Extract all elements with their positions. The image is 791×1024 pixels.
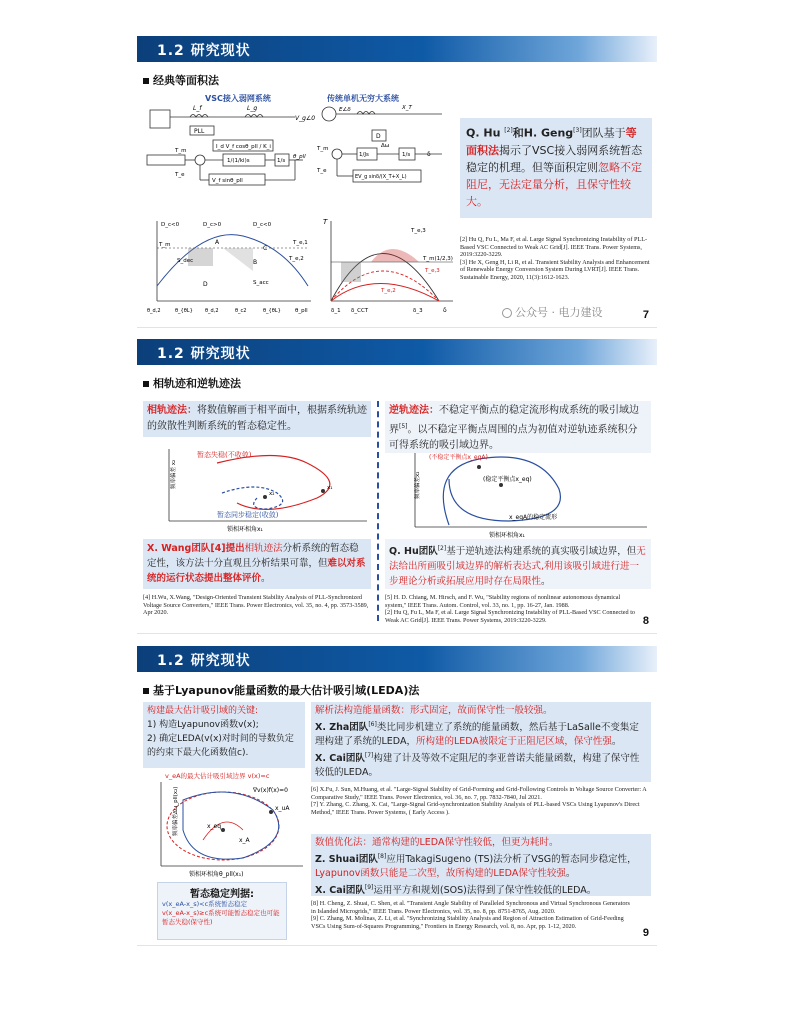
dc-lt0-a: D_c<0 (161, 222, 180, 228)
phase-trajectory-box (143, 401, 371, 437)
tm1-label: T_m(1/2,3) (423, 256, 453, 262)
hu-ref-sup: [2] (437, 545, 447, 552)
watermark (502, 304, 603, 320)
smib-area-plot (321, 216, 457, 316)
inertia-label: 1/Js (359, 152, 369, 158)
wang-end: 。 (261, 573, 271, 584)
watermark-text: 公众号 · 电力建设 (515, 306, 603, 319)
t-axis-label: T (323, 218, 328, 226)
wang-box (143, 539, 371, 589)
criterion-stable: v(x_eA-x_s)<c系统暂态稳定 (162, 900, 248, 908)
te3-label: T_e,3 (411, 228, 426, 234)
phase-xlabel: 锁相环相角x₁ (227, 526, 263, 533)
slide-9 (137, 646, 657, 946)
wang-method: 相轨迹法 (244, 543, 283, 554)
te2-red-label: T_e,2 (381, 288, 396, 294)
manifold-label: x_eqA的稳定流形 (509, 514, 558, 521)
wechat-icon (502, 308, 512, 318)
text-c: 团队基于 (581, 126, 626, 140)
zha-author: X. Zha团队 (315, 722, 369, 734)
analytical-box (311, 702, 651, 782)
refs-slide2-right (385, 594, 635, 624)
lg-label: L_g (247, 105, 258, 112)
pll-label: PLL (194, 128, 205, 135)
stable-eq-label: (稳定平衡点x_eq) (483, 476, 532, 483)
theta-pll-label: θ_pll (293, 154, 306, 160)
ref-6: [6] X.Fu, J. Sun, M.Huang, et al. "Large-Signal Stability of Grid-Forming and Grid-Following Controls in Voltage Source Converter: A Comparative Study," IEEE Trans. Power Electronics, vol. 36, no. 7, pp. 7832-7840, Jul 2021. (311, 786, 647, 801)
theta-tick-4: θ_{θL} (263, 308, 281, 314)
section-title-text: 经典等面积法 (153, 74, 219, 87)
page-number: 9 (642, 927, 649, 939)
key-step-2: 2) 确定LEDA(v(x)对时间的导数负定的约束下最大化函数值c). (147, 734, 294, 758)
cai-author: X. Cai团队 (315, 753, 365, 765)
refs-slide3-mid (311, 786, 651, 816)
delta1-tick: δ_1 (331, 308, 341, 314)
tm-label: T_m (175, 148, 187, 154)
integrator2-label: 1/s (402, 152, 411, 158)
leda-xlabel: 锁相环相角θ_pll(x₁) (189, 871, 244, 878)
elg-label: EV_g sinδ/(X_T+X_L) (355, 174, 407, 180)
tm-curve-label: T_m (159, 242, 171, 248)
ref-3: [3] He X, Geng H, Li R, et al. Transient Stability Analysis and Enhancement of Renewable Energy Conversion System During LVRT[J]. IEEE Trans. Sustainable Energy, 2020, 11(3):1612-1623. (460, 258, 650, 281)
slide-8 (137, 339, 657, 634)
phase-title: 相轨迹法： (147, 405, 197, 416)
dw-label: Δω (381, 143, 390, 149)
section-title-text: 相轨迹和逆轨迹法 (153, 377, 241, 390)
xua-label: x_uA (275, 805, 290, 812)
wang-limitation: 难以对系统的运行状态提出整体评价 (147, 558, 366, 584)
ctrl-gain-label: I_d V_f cosθ_pll / K_i (216, 144, 271, 150)
hu-end: 。 (541, 576, 551, 588)
point-c: C (263, 245, 268, 252)
zha-limitation: 所构建的LEDA被限定于正阻尼区域，保守性强 (415, 736, 612, 748)
slide-title: 1.2 研究现状 (157, 653, 251, 669)
te3-red-label: T_e,3 (425, 268, 440, 274)
vg-label: V_g∠0 (295, 115, 315, 122)
te2-label: T_e (317, 168, 327, 174)
pll-area-plot (143, 216, 315, 316)
pi-block-label: 1/(1/ki)s (227, 158, 250, 164)
section-title (143, 682, 419, 698)
theta-tick-2: θ_d,2 (205, 308, 219, 314)
damping-d-label: D (376, 133, 381, 140)
refs-slide3-bottom (311, 900, 631, 930)
author-hu: Q. Hu (466, 126, 505, 140)
analytical-title: 解析法构造能量函数：形式固定，故而保守性一般较强。 (315, 705, 553, 716)
ref-3-sup: [3] (573, 127, 582, 134)
page-number: 7 (642, 309, 649, 321)
ref-8: [8] H. Cheng, Z. Shuai, C. Shen, et al. "Transient Angle Stability of Paralleled Synchronous and Virtual Synchronous Generators in Islanded Microgrids," IEEE Trans. Power Electronics, vol. 35, no. 8, pp. 8751-8765, Aug. 2020. (311, 900, 630, 915)
page-number: 8 (642, 615, 649, 627)
shuai-text: 应用TakagiSugeno (TS)法分析了VSG的暂态同步稳定性， (386, 854, 637, 866)
zha-sup: [6] (368, 721, 377, 728)
delta3-tick: δ_3 (413, 308, 423, 314)
key-title: 构建最大估计吸引域的关键: (147, 706, 259, 716)
te-label: T_e (175, 172, 185, 178)
shuai-author: Z. Shuai团队 (315, 854, 378, 866)
vsc-fig-title: VSC接入弱网系统 (205, 94, 271, 103)
section-title (143, 375, 241, 391)
ref-2: [2] Hu Q, Fu L, Ma F, et al. Large Signal Synchronizing Instability of PLL-Based VSC Connected to Weak AC Grid[J]. IEEE Trans. Power Systems, 2019:3220-3229. (460, 236, 648, 259)
reverse-text: 不稳定平衡点的稳定流形构成系统的吸引域边界 (389, 405, 639, 436)
eq-x1: x₁ (327, 485, 333, 491)
zha-text: 类比同步机建立了系统的能量函数，然后基于LaSalle不变集定理构建了系统的LEDA， (315, 722, 639, 748)
wang-author: X. Wang团队[4]提出 (147, 543, 245, 554)
leda-figure (143, 770, 309, 880)
eq-x2: x₂ (269, 491, 275, 497)
delta-cct-tick: δ_CCT (351, 308, 369, 314)
section-title (143, 72, 219, 88)
cai2-author: X. Cai团队 (315, 885, 365, 897)
ref-4: [4] H.Wu, X.Wang, "Design-Oriented Transient Stability Analysis of PLL-Synchronized Voltage Source Converters," IEEE Trans. Power Electronics, vol. 35, no. 4, pp. 3573-3589, Apr 2020. (143, 594, 369, 617)
smib-block-diagram (317, 92, 457, 217)
te1-label: T_e,1 (293, 240, 308, 246)
stable-label: 暂态同步稳定(收敛) (217, 511, 279, 519)
eac-highlight: 等面积法 (466, 126, 637, 157)
shuai-sup: [8] (377, 853, 387, 860)
cai2-sup: [9] (364, 884, 374, 892)
slide-title: 1.2 研究现状 (157, 346, 251, 362)
unstable-label: 暂态失稳(不收敛) (197, 451, 252, 459)
zha-end: 。 (611, 736, 622, 748)
slide-header (137, 646, 657, 672)
reverse-ylabel: 频率偏差x₂ (415, 471, 421, 499)
slide-header (137, 339, 657, 365)
te2-label: T_e,2 (289, 256, 304, 262)
bullet-square-icon (143, 688, 149, 694)
refs-slide1 (460, 236, 652, 282)
lf-label: L_f (193, 105, 202, 112)
s-acc-label: S_acc (253, 280, 269, 286)
point-b: B (253, 259, 258, 266)
criterion-box (157, 882, 287, 940)
numerical-title: 数值优化法：通常构建的LEDA保守性较低，但更为耗时。 (315, 837, 559, 848)
hu-text: 基于逆轨迹法构建系统的真实吸引域边界，但 (446, 546, 637, 558)
wang-text: 分析系统的暂态稳定性，该方法十分直观且分析结果可靠，但 (147, 543, 359, 569)
xeq-label: x_eq (207, 823, 222, 830)
vsc-block-diagram (145, 92, 315, 217)
ref-5-sup: [5] (399, 423, 408, 430)
phase-ylabel: 频率偏差 x₂ (171, 459, 177, 489)
limitation-highlight: 忽略不定阻尼，无法定量分析，且保守性较大。 (466, 160, 642, 208)
s-dec-label: S_dec (177, 258, 194, 264)
phase-plane-figure (147, 443, 373, 535)
leda-key-box (143, 702, 305, 768)
numerical-box (311, 834, 651, 896)
smib-fig-title: 传统单机无穷大系统 (327, 94, 399, 103)
dc-gt0: D_c>0 (203, 222, 222, 228)
vfsin-label: V_f sinθ_pll (212, 178, 243, 184)
ref-9: [9] C. Zhang, M. Molinas, Z. Li, et al. "Synchronizing Stability Analysis and Region of Attraction Estimation of Grid-Feeding VSCs Using Sum-of-Squares Programming," Frontiers in Energy Research, vol. 8, no. Apr, pp. 1-12, 2020. (311, 915, 624, 930)
phase-text: 将数值解画于相平面中，根据系统轨迹的敛散性判断系统的暂态稳定性。 (147, 405, 367, 432)
hu-limitation: 无法给出所画吸引域边界的解析表达式,利用该吸引域进行进一步理论分析或拓展应用时存在局限性 (389, 546, 646, 588)
ref-2-sup: [2] (504, 127, 513, 134)
reverse-text2: 。以不稳定平衡点周围的点为初值对逆轨迹系统积分可得系统的吸引域边界。 (389, 424, 638, 452)
refs-slide2-left (143, 594, 371, 617)
xa-label: x_A (239, 837, 250, 844)
column-divider (377, 401, 379, 621)
ref-7: [7] Y. Zhang, C. Zhang, X. Cai, "Large-Signal Grid-synchronization Stability Analysis of PLL-based VSCs Using Lyapunov's Direct Method," IEEE Trans. Power Systems, ( Early Access ). (311, 801, 640, 816)
reverse-trajectory-box (385, 401, 651, 453)
reverse-trajectory-figure (389, 449, 651, 541)
bullet-square-icon (143, 381, 149, 387)
integrator-label: 1/s (277, 158, 286, 164)
slide-title: 1.2 研究现状 (157, 43, 251, 59)
ref-5: [5] H. D. Chiang, M. Hirsch, and F. Wu, "Stability regions of nonlinear autonomous dynamical system," IEEE Trans. Autom. Control, vol. 33, no. 1, pp. 16-27, Jan. 1988. (385, 594, 621, 609)
reverse-title: 逆轨迹法： (389, 405, 439, 416)
hu-box (385, 539, 651, 589)
mechanism-box (460, 118, 652, 218)
bullet-square-icon (143, 78, 149, 84)
slide-7 (137, 36, 657, 328)
ex-label: E∠δ (339, 107, 351, 113)
delta-label: δ (427, 151, 431, 158)
theta-tick-3: θ_c2 (235, 308, 247, 314)
cai-sup: [7] (364, 752, 374, 760)
theta-tick-0: θ_d,2 (147, 308, 161, 314)
shuai-limitation: Lyapunov函数只能是二次型，故所构建的LEDA保守性较强 (315, 868, 566, 880)
text-e: 揭示了VSC接入弱网系统暂态稳定的机理。但等面积定则 (466, 143, 643, 174)
slide-header (137, 36, 657, 62)
point-a: A (215, 239, 220, 246)
cai-text: 构建了计及等效不定阻尼的李亚普诺夫能量函数，构建了保守性较低的LEDA。 (315, 753, 640, 779)
key-step-1: 1) 构造Lyapunov函数v(x); (147, 720, 259, 730)
criterion-uncertain: v(x_eA-x_s)≥c系统可能暂态稳定也可能暂态失稳(保守性) (162, 909, 280, 926)
author-geng: 和H. Geng (512, 126, 574, 140)
ref-2b: [2] Hu Q, Fu L, Ma F, et al. Large Signal Synchronizing Instability of PLL-Based VSC Connected to Weak AC Grid[J]. IEEE Trans. Power Systems, 2019:3220-3229. (385, 609, 636, 624)
theta-tick-1: θ_{θL} (175, 308, 193, 314)
point-d: D (203, 281, 208, 288)
delta-axis-label: δ (443, 307, 447, 314)
unstable-eq-label: (不稳定平衡点x_eqA) (429, 454, 488, 461)
reverse-xlabel: 锁相环相角x₁ (489, 532, 525, 539)
dc-lt0-b: D_c<0 (253, 222, 272, 228)
grad-label: ∇v(x)f(x)=0 (253, 787, 288, 794)
xt-label: X_T (402, 105, 412, 111)
tm2-label: T_m (317, 146, 329, 152)
shuai-end: 。 (565, 868, 576, 880)
criterion-title: 暂态稳定判据: (190, 889, 254, 900)
theta-axis-label: θ_pll (295, 308, 308, 314)
hu-author: Q. Hu团队 (389, 546, 438, 558)
leda-ylabel: 频率偏差Δω_pll(x₂) (173, 786, 179, 836)
mechanism-text (466, 122, 646, 210)
section-title-text: 基于Lyapunov能量函数的最大估计吸引域(LEDA)法 (153, 684, 420, 697)
leda-title: v_eA的最大估计吸引域边界 v(x)=c (165, 772, 270, 780)
cai2-text: 运用平方和规划(SOS)法得到了保守性较低的LEDA。 (373, 885, 597, 897)
